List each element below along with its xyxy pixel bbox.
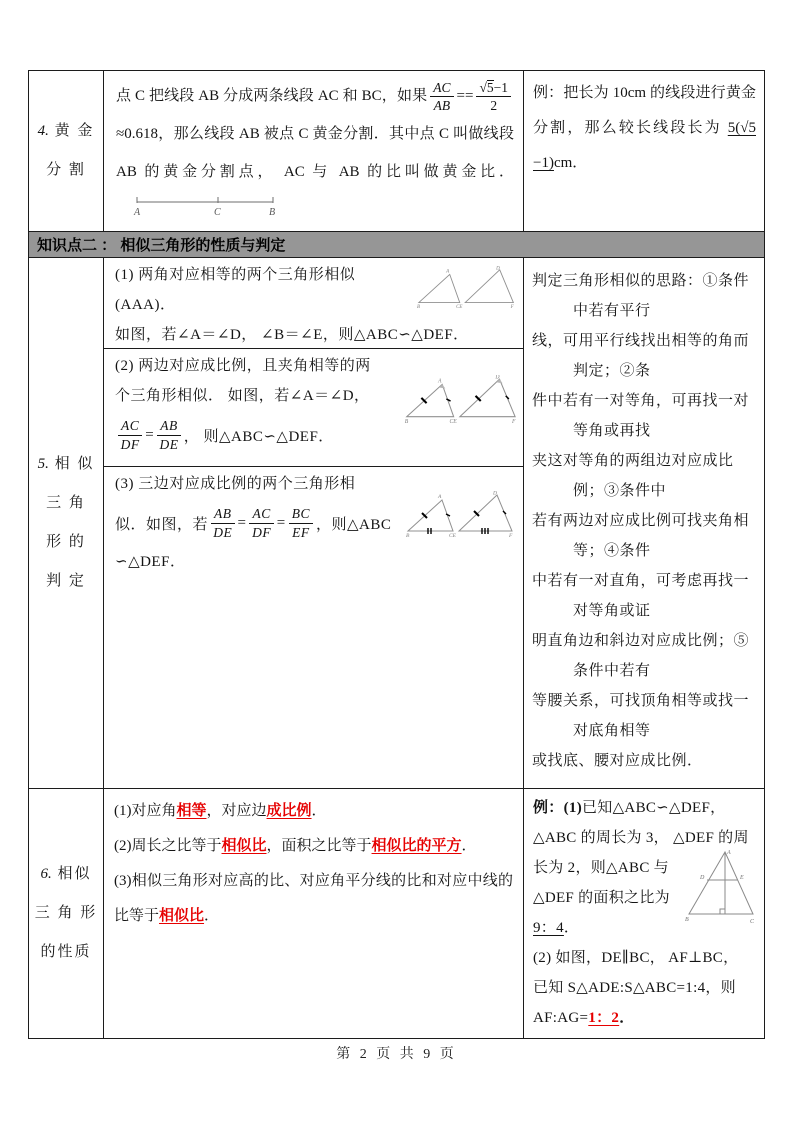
property-1 (114, 794, 513, 829)
example-answer: 5(√5 −1) (533, 120, 756, 171)
similar-triangles-figure-3 (405, 491, 517, 544)
row6-properties-cell (104, 789, 524, 1038)
fraction-ac-ab (430, 80, 453, 113)
knowledge-point-2-header (29, 232, 764, 258)
note-line: 条件中若有 (573, 663, 651, 679)
triangle-label-d: D (493, 491, 497, 497)
example-line-4: △DEF 的面积之比为 (533, 890, 670, 906)
property-2-text: (2)周长之比等于 (114, 838, 222, 854)
equals-sign: = (145, 426, 155, 443)
note-line: 件中若有一对等角，可再找一对 (532, 393, 750, 409)
criterion-aaa-line3: 如图，若∠A＝∠D， ∠B＝∠E，则△ABC∽△DEF． (115, 327, 469, 343)
fraction-numerator: AB (157, 418, 181, 435)
fraction-ab-de (211, 506, 235, 539)
fraction-numerator: BC (289, 506, 313, 523)
triangle-label-d: D (700, 875, 705, 881)
criterion-sss-pre: 似．如图，若 (115, 516, 209, 533)
triangle-label-a: A (438, 494, 442, 500)
property-2-text: ，面积之比等于 (266, 838, 372, 854)
property-2-highlight-1: 相似比 (221, 838, 267, 854)
similarity-criteria-notes (524, 258, 764, 776)
triangle-ade-figure (685, 846, 759, 931)
note-line: 对等角或证 (573, 603, 651, 619)
triangle-label-ce: CE (449, 533, 457, 539)
triangle-label-ce: CE (456, 305, 463, 310)
definition-text-2: ≈0.618，那么线段 AB 被点 C 黄金分割．其中点 C 叫做线段 AB 的黄金分割点， AC 与 AB 的比叫做黄金比． (116, 126, 514, 180)
row-golden-section (29, 71, 764, 232)
note-line: 等腰关系，可找顶角相等或找一 (532, 693, 750, 709)
property-2-text: ． (461, 838, 477, 854)
example-heading: 例：(1) (533, 800, 582, 816)
fraction-denominator: 2 (490, 98, 498, 114)
radicand: 5 (486, 79, 494, 95)
row4-number: 4. (37, 123, 49, 139)
criterion-aaa-line2: (AAA)． (115, 297, 176, 313)
row-similarity-properties (29, 789, 764, 1038)
example-line-6: (2) 如图，DE∥BC， AF⊥BC， (533, 950, 739, 966)
fraction-numerator (476, 80, 511, 97)
criteria-list (104, 258, 523, 788)
triangle-label-b: B (685, 917, 689, 923)
row5-number: 5. (37, 456, 49, 472)
property-1-text: ，对应边 (206, 803, 267, 819)
radicand-rest: −1 (493, 79, 508, 95)
triangle-label-a: A (438, 378, 442, 385)
fraction-denominator: DE (213, 524, 233, 540)
property-3-highlight: 相似比 (159, 908, 205, 924)
row5-criteria-cell (104, 258, 524, 788)
similar-triangles-figure-2 (403, 375, 521, 430)
triangle-label-a: A (446, 269, 450, 275)
triangle-label-f: F (510, 305, 514, 310)
note-line: 例；③条件中 (573, 483, 667, 499)
row6-example-cell (524, 789, 764, 1038)
note-line: 若有两边对应成比例可找夹角相 (532, 513, 750, 529)
fraction-ab-de (157, 418, 181, 451)
criterion-aaa (104, 258, 523, 349)
property-1-highlight-2: 成比例 (266, 803, 312, 819)
row6-label-line2: 三 角 形 (34, 905, 98, 921)
row4-label-line2: 分 割 (46, 162, 86, 178)
fraction-denominator: DE (159, 436, 179, 452)
example-1-answer: 9：4 (533, 920, 564, 936)
triangle-label-d: D (496, 266, 500, 272)
property-3-text: (3)相似三角形对应高的比、对应角平分线的比和对应中线的比等于 (114, 873, 513, 924)
fraction-denominator: EF (292, 524, 310, 540)
row6-number: 6. (40, 866, 52, 882)
example-line-7: 已知 S△ADE:S△ABC=1:4，则 (533, 980, 736, 996)
row5-label-line4: 判 定 (46, 573, 86, 589)
property-3 (114, 864, 513, 934)
fraction-denominator: DF (252, 524, 272, 540)
note-line: 中若有平行 (573, 303, 651, 319)
example-line-2: △ABC 的周长为 3， △DEF 的周 (533, 830, 749, 846)
triangle-label-f: F (509, 533, 513, 539)
triangle-label-b: B (406, 533, 410, 539)
triangle-label-f: F (512, 418, 516, 425)
note-line: 判定；②条 (573, 363, 651, 379)
row4-example-cell (524, 71, 764, 231)
row-similarity-criteria (29, 258, 764, 789)
example-2-answer: 1：2 (588, 1010, 620, 1026)
segment-figure (130, 195, 280, 234)
fraction-bc-ef (289, 506, 313, 539)
property-1-text: ． (311, 803, 327, 819)
row4-label-cell (29, 71, 104, 231)
property-1-text: (1)对应角 (114, 803, 177, 819)
note-line: 或找底、腰对应成比例． (532, 753, 703, 769)
example-text: 例：把长为 10cm 的线段进行黄金分割，那么较长线段长为 (533, 85, 756, 136)
fraction-numerator: AC (249, 506, 273, 523)
note-line: 中若有一对直角，可考虑再找一 (532, 573, 750, 589)
equals-signs: == (456, 88, 474, 104)
fraction-ac-df (118, 418, 142, 451)
triangle-label-c: C (750, 919, 755, 925)
example-text: 已知△ABC∽△DEF， (582, 800, 726, 816)
golden-section-example (524, 71, 764, 181)
property-3-text: ． (204, 908, 220, 924)
knowledge-table (28, 70, 765, 1039)
row5-label-text1: 相 似 (54, 456, 95, 472)
fraction-ac-df (249, 506, 273, 539)
criterion-sss-line1: (3) 三边对应成比例的两个三角形相 (115, 476, 356, 492)
triangle-label-ce: CE (449, 418, 457, 425)
fraction-denominator: DF (120, 436, 140, 452)
criterion-sss (104, 467, 523, 788)
row5-label-line3: 形 的 (46, 534, 86, 550)
golden-section-definition (104, 71, 523, 234)
row5-label-line1 (38, 445, 95, 484)
segment-label-b: B (269, 207, 276, 218)
equals-sign: = (276, 514, 286, 531)
property-2-highlight-2: 相似比的平方 (371, 838, 462, 854)
fraction-numerator: AB (211, 506, 235, 523)
criterion-sas (104, 349, 523, 467)
note-line: 等；④条件 (573, 543, 651, 559)
note-line: 判定三角形相似的思路：①条件 (532, 273, 750, 289)
similar-triangles-figure-1 (417, 266, 517, 315)
note-line: 线，可用平行线找出相等的角而 (532, 333, 750, 349)
row6-label-cell (29, 789, 104, 1038)
triangle-label-b: B (417, 305, 421, 310)
triangle-label-b: B (404, 418, 409, 425)
criterion-sss-post: ，则△ABC (315, 516, 392, 533)
segment-acb-figure (130, 195, 280, 219)
criterion-sas-line1: (2) 两边对应成比例，且夹角相等的两 (115, 358, 371, 374)
property-1-highlight-1: 相等 (176, 803, 207, 819)
fraction-numerator: AC (430, 80, 453, 97)
row6-label-text1: 相似 (57, 866, 92, 882)
fraction-denominator: AB (433, 98, 451, 114)
criterion-aaa-line1: (1) 两角对应相等的两个三角形相似 (115, 267, 356, 283)
row5-label-line2: 三 角 (46, 495, 86, 511)
note-line: 明直角边和斜边对应成比例；⑤ (532, 633, 750, 649)
properties-list (104, 789, 523, 934)
knowledge-point-2-title: 知识点二 ： 相似三角形的性质与判定 (37, 237, 286, 254)
fraction-numerator: AC (118, 418, 142, 435)
segment-label-a: A (134, 207, 141, 218)
triangle-label-a: A (727, 850, 731, 856)
example-unit: cm． (553, 155, 588, 171)
definition-text-1: 点 C 把线段 AB 分成两条线段 AC 和 BC，如果 (116, 88, 428, 104)
triangle-label-e: E (740, 875, 744, 881)
example-text: AF:AG= (533, 1010, 589, 1026)
criterion-sas-conclusion: ， 则△ABC∽△DEF． (183, 428, 334, 445)
segment-label-c: C (214, 207, 221, 218)
row6-label-line1 (40, 855, 91, 894)
page-footer: 第 2 页 共 9 页 (336, 1047, 457, 1062)
row6-label-line3: 的性质 (40, 944, 92, 960)
note-line: 等角或再找 (573, 423, 651, 439)
row5-notes-cell (524, 258, 764, 788)
equals-sign: = (237, 514, 247, 531)
property-2 (114, 829, 513, 864)
example-line-3: 长为 2，则△ABC 与 (533, 860, 669, 876)
triangle-label-d: D (495, 375, 500, 381)
criterion-sas-line2: 个三角形相似． 如图，若∠A＝∠D， (115, 388, 370, 404)
row4-label-text1: 黄 金 (54, 123, 95, 139)
row4-label-line1 (38, 112, 95, 151)
example-text: ． (563, 920, 580, 936)
example-text: ． (619, 1010, 635, 1026)
note-line: 对底角相等 (573, 723, 651, 739)
row5-label-cell (29, 258, 104, 788)
fraction-golden-ratio (476, 80, 511, 113)
row4-definition-cell (104, 71, 524, 231)
sqrt-icon: √ (479, 79, 487, 95)
criterion-sss-conclusion: ∽△DEF． (115, 554, 186, 570)
note-line: 夹这对等角的两组边对应成比 (532, 453, 734, 469)
example-line-8 (533, 1003, 756, 1033)
example-line-1 (533, 793, 756, 823)
